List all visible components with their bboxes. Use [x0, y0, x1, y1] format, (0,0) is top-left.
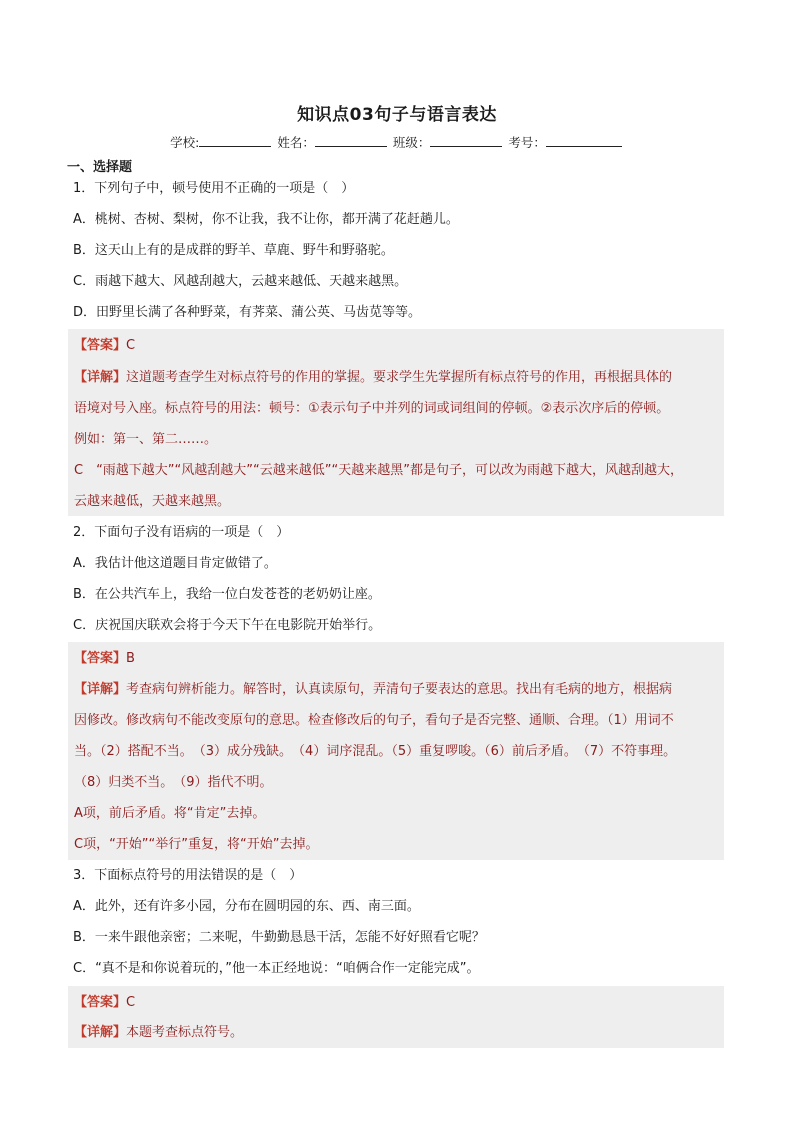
q1-detail-text-1: 这道题考查学生对标点符号的作用的掌握。要求学生先掌握所有标点符号的作用，再根据具体的 [126, 370, 673, 385]
class-blank[interactable] [430, 134, 502, 147]
q1-detail-line-5: 云越来越低，天越来越黑。 [74, 494, 231, 509]
q3-detail-tag: 【详解】 [74, 1025, 127, 1040]
q3-answer-box [68, 986, 724, 1048]
q2-answer-tag: 【答案】 [74, 651, 127, 666]
q1-answer-value: C [126, 338, 136, 353]
q2-detail-line-4: （8）归类不当。 （9）指代不明。 [74, 775, 273, 790]
q2-detail-line-1 [74, 681, 672, 699]
q1-detail-line-3: 例如：第一、第二……。 [74, 432, 218, 447]
q2-detail-tag: 【详解】 [74, 682, 127, 697]
q1-detail-line-2: 语境对号入座。标点符号的用法：顿号：①表示句子中并列的词或词组间的停顿。②表示次序后的停顿。 [74, 401, 670, 416]
q3-option-a: A．此外，还有许多小园，分布在圆明园的东、西、南三面。 [73, 899, 420, 914]
q3-detail-line-1 [74, 1024, 243, 1042]
page-title: 知识点03句子与语言表达 [297, 105, 497, 125]
q1-option-c: C．雨越下越大、风越刮越大，云越来越低、天越来越黑。 [73, 274, 408, 289]
section-heading: 一、选择题 [67, 160, 133, 175]
q1-detail-line-1 [74, 369, 672, 387]
q2-option-c: C．庆祝国庆联欢会将于今天下午在电影院开始举行。 [73, 618, 382, 633]
q1-option-b: B．这天山上有的是成群的野羊、草鹿、野牛和野骆驼。 [73, 243, 394, 258]
q2-answer-value: B [126, 651, 135, 666]
q3-answer-value: C [126, 995, 136, 1010]
name-blank[interactable] [315, 134, 387, 147]
q2-answer-box [68, 642, 724, 860]
q3-option-b: B．一来牛跟他亲密；二来呢，牛勤勤恳恳干活，怎能不好好照看它呢？ [73, 930, 485, 945]
school-label: 学校: [170, 135, 200, 150]
q3-stem: 3．下面标点符号的用法错误的是（ ） [73, 868, 303, 883]
q2-detail-line-3: 当。（2）搭配不当。 （3）成分残缺。 （4）词序混乱。（5）重复啰唆。（6）前后矛盾。 （7）不符事理。 [74, 744, 677, 759]
student-info-line [0, 133, 794, 151]
q2-detail-line-5: A项，前后矛盾。将“肯定”去掉。 [74, 806, 266, 821]
q2-detail-text-1: 考查病句辨析能力。解答时，认真读原句，弄清句子要表达的意思。找出有毛病的地方，根据病 [126, 682, 673, 697]
q2-stem: 2．下面句子没有语病的一项是（ ） [73, 525, 290, 540]
q3-answer-line [74, 994, 135, 1012]
number-blank[interactable] [546, 134, 622, 147]
class-label: 班级： [392, 135, 431, 150]
school-blank[interactable] [199, 134, 271, 147]
q2-detail-line-2: 因修改。修改病句不能改变原句的意思。检查修改后的句子，看句子是否完整、通顺、合理。（1）用词不 [74, 713, 674, 728]
q1-detail-line-4: C “雨越下越大”“风越刮越大”“云越来越低”“天越来越黑”都是句子，可以改为雨越下越大，风越刮越大， [74, 463, 683, 478]
q3-detail-text-1: 本题考查标点符号。 [126, 1025, 244, 1040]
q2-answer-line [74, 650, 135, 668]
q2-option-b: B．在公共汽车上，我给一位白发苍苍的老奶奶让座。 [73, 587, 381, 602]
q1-answer-line [74, 337, 135, 355]
name-label: 姓名： [277, 135, 315, 150]
q1-answer-box [68, 329, 724, 516]
q2-detail-line-6: C项，“开始”“举行”重复，将“开始”去掉。 [74, 837, 319, 852]
q1-detail-tag: 【详解】 [74, 370, 127, 385]
q1-option-d: D．田野里长满了各种野菜，有荠菜、蒲公英、马齿苋等等。 [73, 305, 422, 320]
q2-option-a: A．我估计他这道题目肯定做错了。 [73, 556, 277, 571]
q3-answer-tag: 【答案】 [74, 995, 127, 1010]
q3-option-c: C．“真不是和你说着玩的，”他一本正经地说：“咱俩合作一定能完成”。 [73, 961, 480, 976]
q1-stem: 1．下列句子中，顿号使用不正确的一项是（ ） [73, 181, 355, 196]
q1-answer-tag: 【答案】 [74, 338, 127, 353]
q1-option-a: A．桃树、杏树、梨树，你不让我，我不让你，都开满了花赶趟儿。 [73, 212, 459, 227]
number-label: 考号： [508, 135, 546, 150]
